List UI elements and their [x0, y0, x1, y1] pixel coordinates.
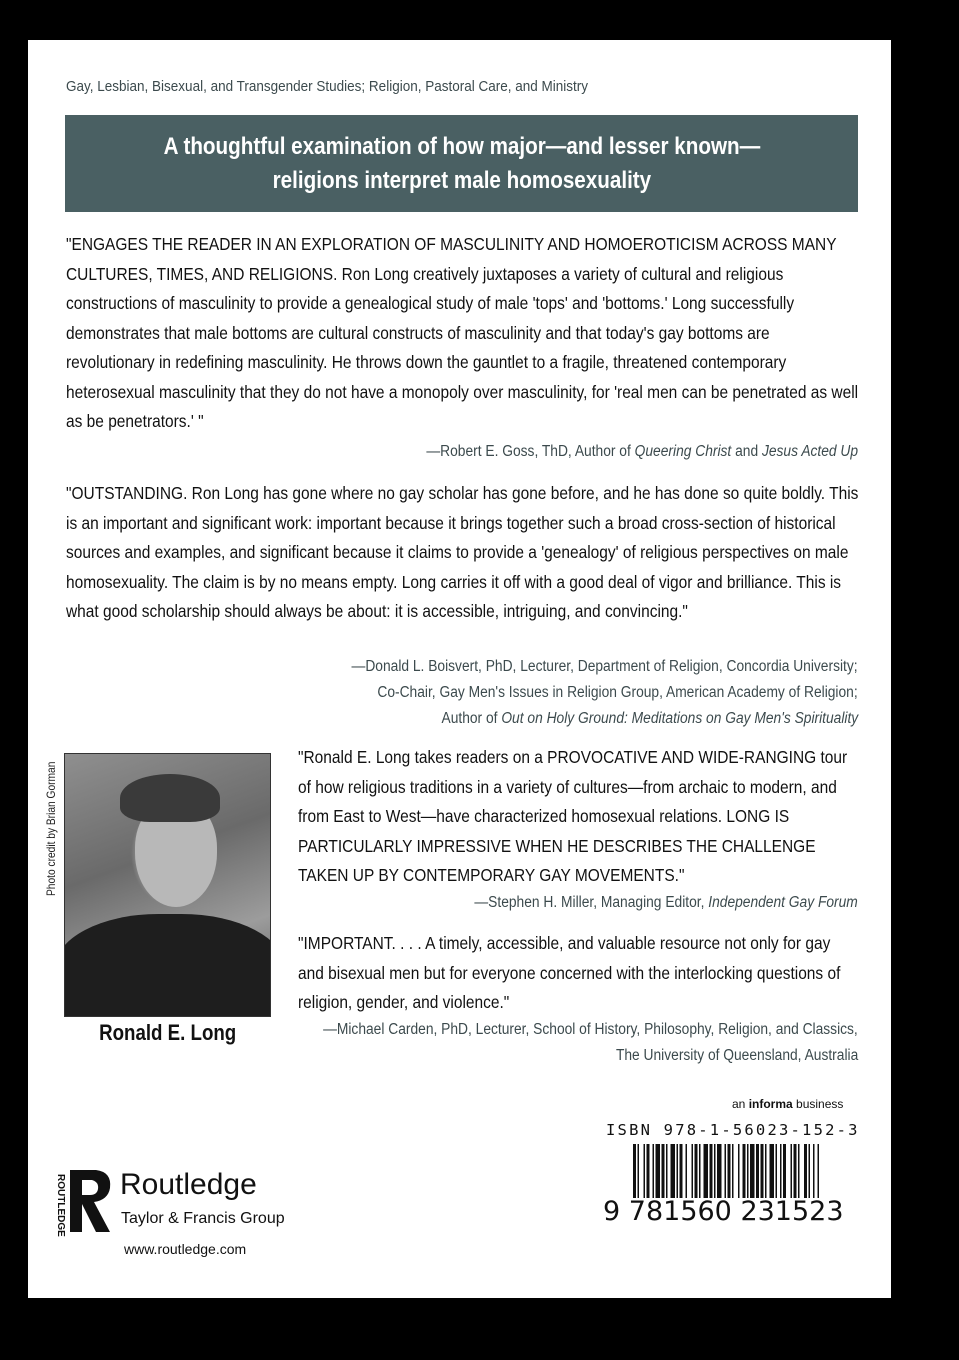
review-quote-2	[66, 479, 860, 627]
author-photo	[64, 753, 271, 1017]
review-text: "IMPORTANT. . . . A timely, accessible, and valuable resource not only for gay and bisexual men but for everyone concerned with the interlocking questions of religion, gender, and violence."	[298, 933, 841, 1012]
attribution-line: Co-Chair, Gay Men's Issues in Religion Group, American Academy of Religion;	[377, 684, 858, 701]
review-quote-3	[298, 743, 858, 891]
book-title: Jesus Acted Up	[761, 443, 858, 460]
publisher-group: Taylor & Francis Group	[121, 1210, 285, 1227]
routledge-logo-icon	[66, 1168, 114, 1234]
barcode	[633, 1144, 857, 1198]
routledge-vertical-wordmark: ROUTLEDGE	[55, 1174, 66, 1237]
book-title: Out on Holy Ground: Meditations on Gay Men's Spirituality	[501, 710, 858, 727]
review-quote-1	[66, 230, 860, 437]
publisher-name: Routledge	[120, 1168, 257, 1201]
headline-line-1: A thoughtful examination of how major—and lesser known—	[163, 132, 760, 160]
review-attribution-3	[427, 890, 858, 916]
attribution-text: —Stephen H. Miller, Managing Editor,	[474, 894, 709, 911]
publication-title: Independent Gay Forum	[708, 894, 858, 911]
back-cover	[28, 40, 891, 1298]
review-quote-4	[298, 929, 858, 1018]
author-name: Ronald E. Long	[98, 1020, 237, 1045]
review-text: "Ronald E. Long takes readers on a PROVOCATIVE AND WIDE-RANGING tour of how religious traditions in a variety of cultures—from archaic to modern, and from East to West—have characterized homosexual relations. LONG IS PARTICULARLY IMPRESSIVE WHEN HE DESCRIBES THE CHALLENGE TAKEN UP BY CONTEMPORARY GAY MOVEMENTS."	[298, 747, 848, 885]
book-title: Queering Christ	[634, 443, 732, 460]
isbn-number: ISBN 978-1-56023-152-3	[606, 1121, 860, 1139]
informa-tagline: an informa business	[732, 1097, 844, 1111]
attribution-text: Author of	[441, 710, 502, 727]
attribution-text: —Robert E. Goss, ThD, Author of	[426, 443, 635, 460]
attribution-text: and	[731, 443, 762, 460]
review-text: "ENGAGES THE READER IN AN EXPLORATION OF MASCULINITY AND HOMOEROTICISM ACROSS MANY CULTURES, TIMES, AND RELIGIONS. Ron Long creatively juxtaposes a variety of cultural and religious constructions of masculinity to provide a genealogical study of male 'tops' and 'bottoms.' Long successfully demonstrates that male bottoms are cultural constructs of masculinity and that today's gay bottoms are revolutionary in redefining masculinity. He throws down the gauntlet to a fragile, threatened contemporary heterosexual masculinity that they do not have a monopoly over masculinity, for 'real men can be penetrated as well as be penetrators.' "	[66, 234, 859, 431]
headline-line-2: religions interpret male homosexuality	[272, 166, 651, 194]
review-attribution-1	[373, 439, 858, 465]
category-line: Gay, Lesbian, Bisexual, and Transgender Studies; Religion, Pastoral Care, and Ministry	[66, 78, 589, 95]
photo-credit: Photo credit by Brian Gorman	[44, 761, 58, 896]
barcode-digits: 9 781560 231523	[603, 1196, 844, 1227]
attribution-line: The University of Queensland, Australia	[615, 1047, 858, 1064]
review-text: "OUTSTANDING. Ron Long has gone where no gay scholar has gone before, and he has done so quite boldly. This is an important and significant work: important because it brings together such a broad cross-section of historical sources and examples, and significant because it claims to provide a 'genealogy' of religious perspectives on male homosexuality. The claim is by no means empty. Long carries it off with a good deal of vigor and brilliance. This is what good scholarship should always be about: it is accessible, intriguing, and convincing."	[66, 483, 859, 621]
attribution-line: —Donald L. Boisvert, PhD, Lecturer, Department of Religion, Concordia University;	[351, 658, 858, 675]
headline-banner	[65, 115, 858, 212]
attribution-line: —Michael Carden, PhD, Lecturer, School of History, Philosophy, Religion, and Classics,	[323, 1021, 858, 1038]
review-attribution-2	[289, 654, 858, 732]
review-attribution-4	[257, 1017, 858, 1069]
publisher-url: www.routledge.com	[124, 1241, 247, 1257]
